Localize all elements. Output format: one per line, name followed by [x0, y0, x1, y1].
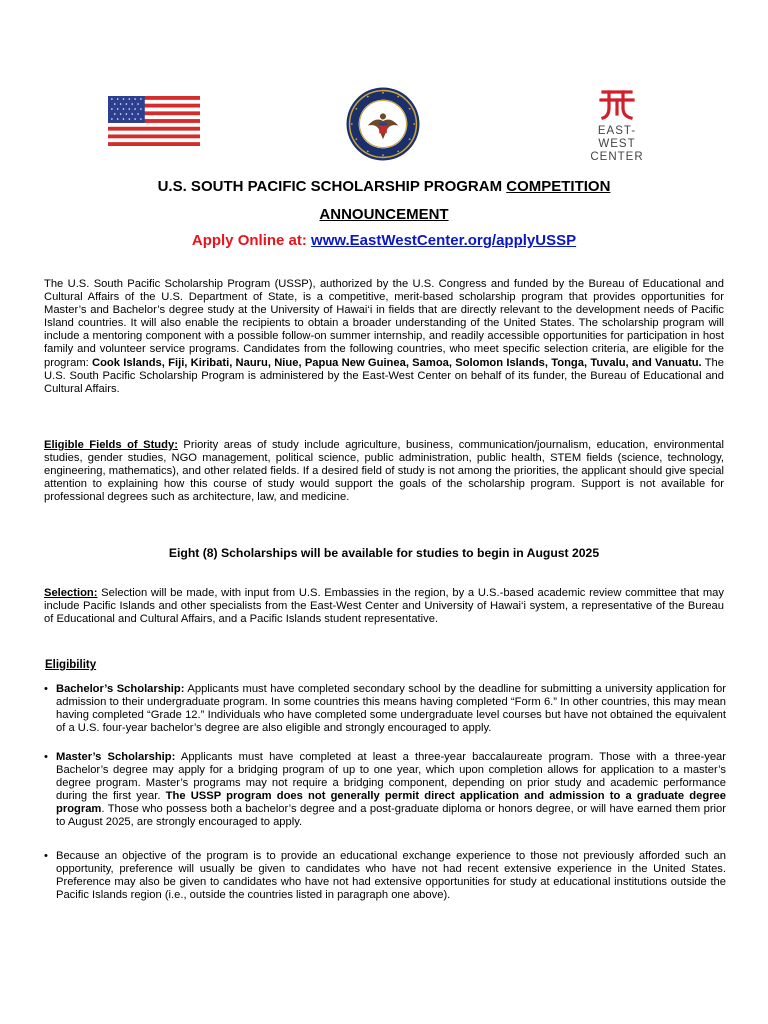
master-bold: The USSP program does not generally permit direct application and admission to a graduate degree program	[56, 790, 726, 816]
bachelor-label: Bachelor’s Scholarship:	[56, 683, 185, 695]
fields-text: Priority areas of study include agriculture, business, communication/journalism, education, environmental studies, gender studies, NGO management, political science, public administration, public health, STEM fields (science, technology, engineering, mathematics), and other related fields. If a desired field of study is not among the priorities, the applicant should give special attention to explaining how this course of study would support the goals of the scholarship program. Support is not available for professional degrees such as architecture, law, and medicine.	[44, 439, 724, 504]
master-label: Master’s Scholarship:	[56, 751, 176, 763]
master-text-a: Applicants must have completed at least a three-year baccalaureate program. Those with a three-year Bachelor’s degree may apply for a bridging program of up to one year, which upon completion allows for application to a master’s degree program. Master’s programs may not require a bridging component, depending on prior study and academic performance during the first year.	[56, 751, 726, 803]
fields-paragraph	[44, 439, 724, 504]
selection-paragraph	[44, 587, 724, 626]
apply-online-line	[0, 232, 768, 249]
ewc-line2: CENTER	[590, 151, 644, 163]
title-part2: COMPETITION	[506, 178, 611, 195]
ewc-line1: EAST-WEST	[597, 125, 637, 150]
intro-text-b: The U.S. South Pacific Scholarship Program is administered by the East-West Center on behalf of its funder, the Bureau of Educational and Cultural Affairs.	[44, 356, 724, 395]
fields-label: Eligible Fields of Study:	[44, 439, 178, 451]
apply-link[interactable]: www.EastWestCenter.org/applyUSSP	[311, 232, 577, 249]
eligibility-list-bachelor	[44, 683, 726, 744]
preference-text: Because an objective of the program is to provide an educational exchange experience to those not previously afforded such an opportunity, preference will usually be given to candidates who have not had recent extensive experience in the United States. Preference may also be given to candidates who have not had extensive opportunities for study at educational institutions outside the Pacific Islands region (i.e., outside the countries listed in paragraph one above).	[56, 850, 726, 902]
east-west-center-symbol-icon	[597, 86, 637, 120]
list-item	[44, 683, 726, 735]
selection-text: Selection will be made, with input from U.S. Embassies in the region, by a U.S.-based academic review committee that may include Pacific Islands and other specialists from the East-West Center and University of Hawai‘i system, a representative of the Bureau of Educational and Cultural Affairs, and a Pacific Islands student representative.	[44, 587, 724, 626]
page-title	[0, 177, 768, 197]
list-item	[44, 751, 726, 830]
east-west-center-logo	[580, 86, 654, 163]
list-item	[44, 850, 726, 902]
apply-label: Apply Online at:	[191, 232, 312, 249]
scholarships-heading: Eight (8) Scholarships will be available for studies to begin in August 2025	[168, 546, 600, 560]
intro-countries: Cook Islands, Fiji, Kiribati, Nauru, Niue, Papua New Guinea, Samoa, Solomon Islands, Tonga, Tuvalu, and Vanuatu.	[92, 356, 702, 369]
page-title-line2	[0, 205, 768, 225]
eligibility-list-preference	[44, 850, 726, 911]
intro-paragraph	[44, 278, 724, 396]
bachelor-text: Applicants must have completed secondary school by the deadline for submitting a university application for admission to their undergraduate program. In some countries this means having completed “Form 6.” In other countries, this may mean having completed “Grade 12.” Individuals who have completed some undergraduate level courses but have not obtained the equivalent of a U.S. four-year bachelor’s degree are also eligible and strongly encouraged to apply.	[56, 683, 726, 735]
department-of-state-seal-icon	[345, 86, 421, 162]
logo-row	[0, 86, 768, 166]
us-flag-icon	[108, 96, 200, 146]
title-line2: ANNOUNCEMENT	[319, 206, 449, 223]
eligibility-list-master	[44, 751, 726, 839]
intro-text-a: The U.S. South Pacific Scholarship Program (USSP), authorized by the U.S. Congress and funded by the Bureau of Educational and Cultural Affairs of the U.S. Department of State, is a competitive, merit-based scholarship program that provides opportunities for Master’s and Bachelor’s degree study at the University of Hawai‘i in fields that are directly relevant to the development needs of Pacific Island countries. It will also enable the recipients to obtain a broader understanding of the United States. The scholarship program will include a mentoring component with a possible follow-on summer internship, and readily accessible opportunities for participation in host family and volunteer service programs. Candidates from the following countries, who meet specific selection criteria, are eligible for the program:	[44, 278, 724, 369]
master-text-b: . Those who possess both a bachelor’s degree and a post-graduate diploma or honors degree, or will have earned them prior to August 2025, are strongly encouraged to apply.	[56, 803, 726, 829]
title-part1: U.S. SOUTH PACIFIC SCHOLARSHIP PROGRAM	[157, 178, 507, 195]
eligibility-heading: Eligibility	[45, 659, 97, 671]
selection-label: Selection:	[44, 587, 98, 599]
